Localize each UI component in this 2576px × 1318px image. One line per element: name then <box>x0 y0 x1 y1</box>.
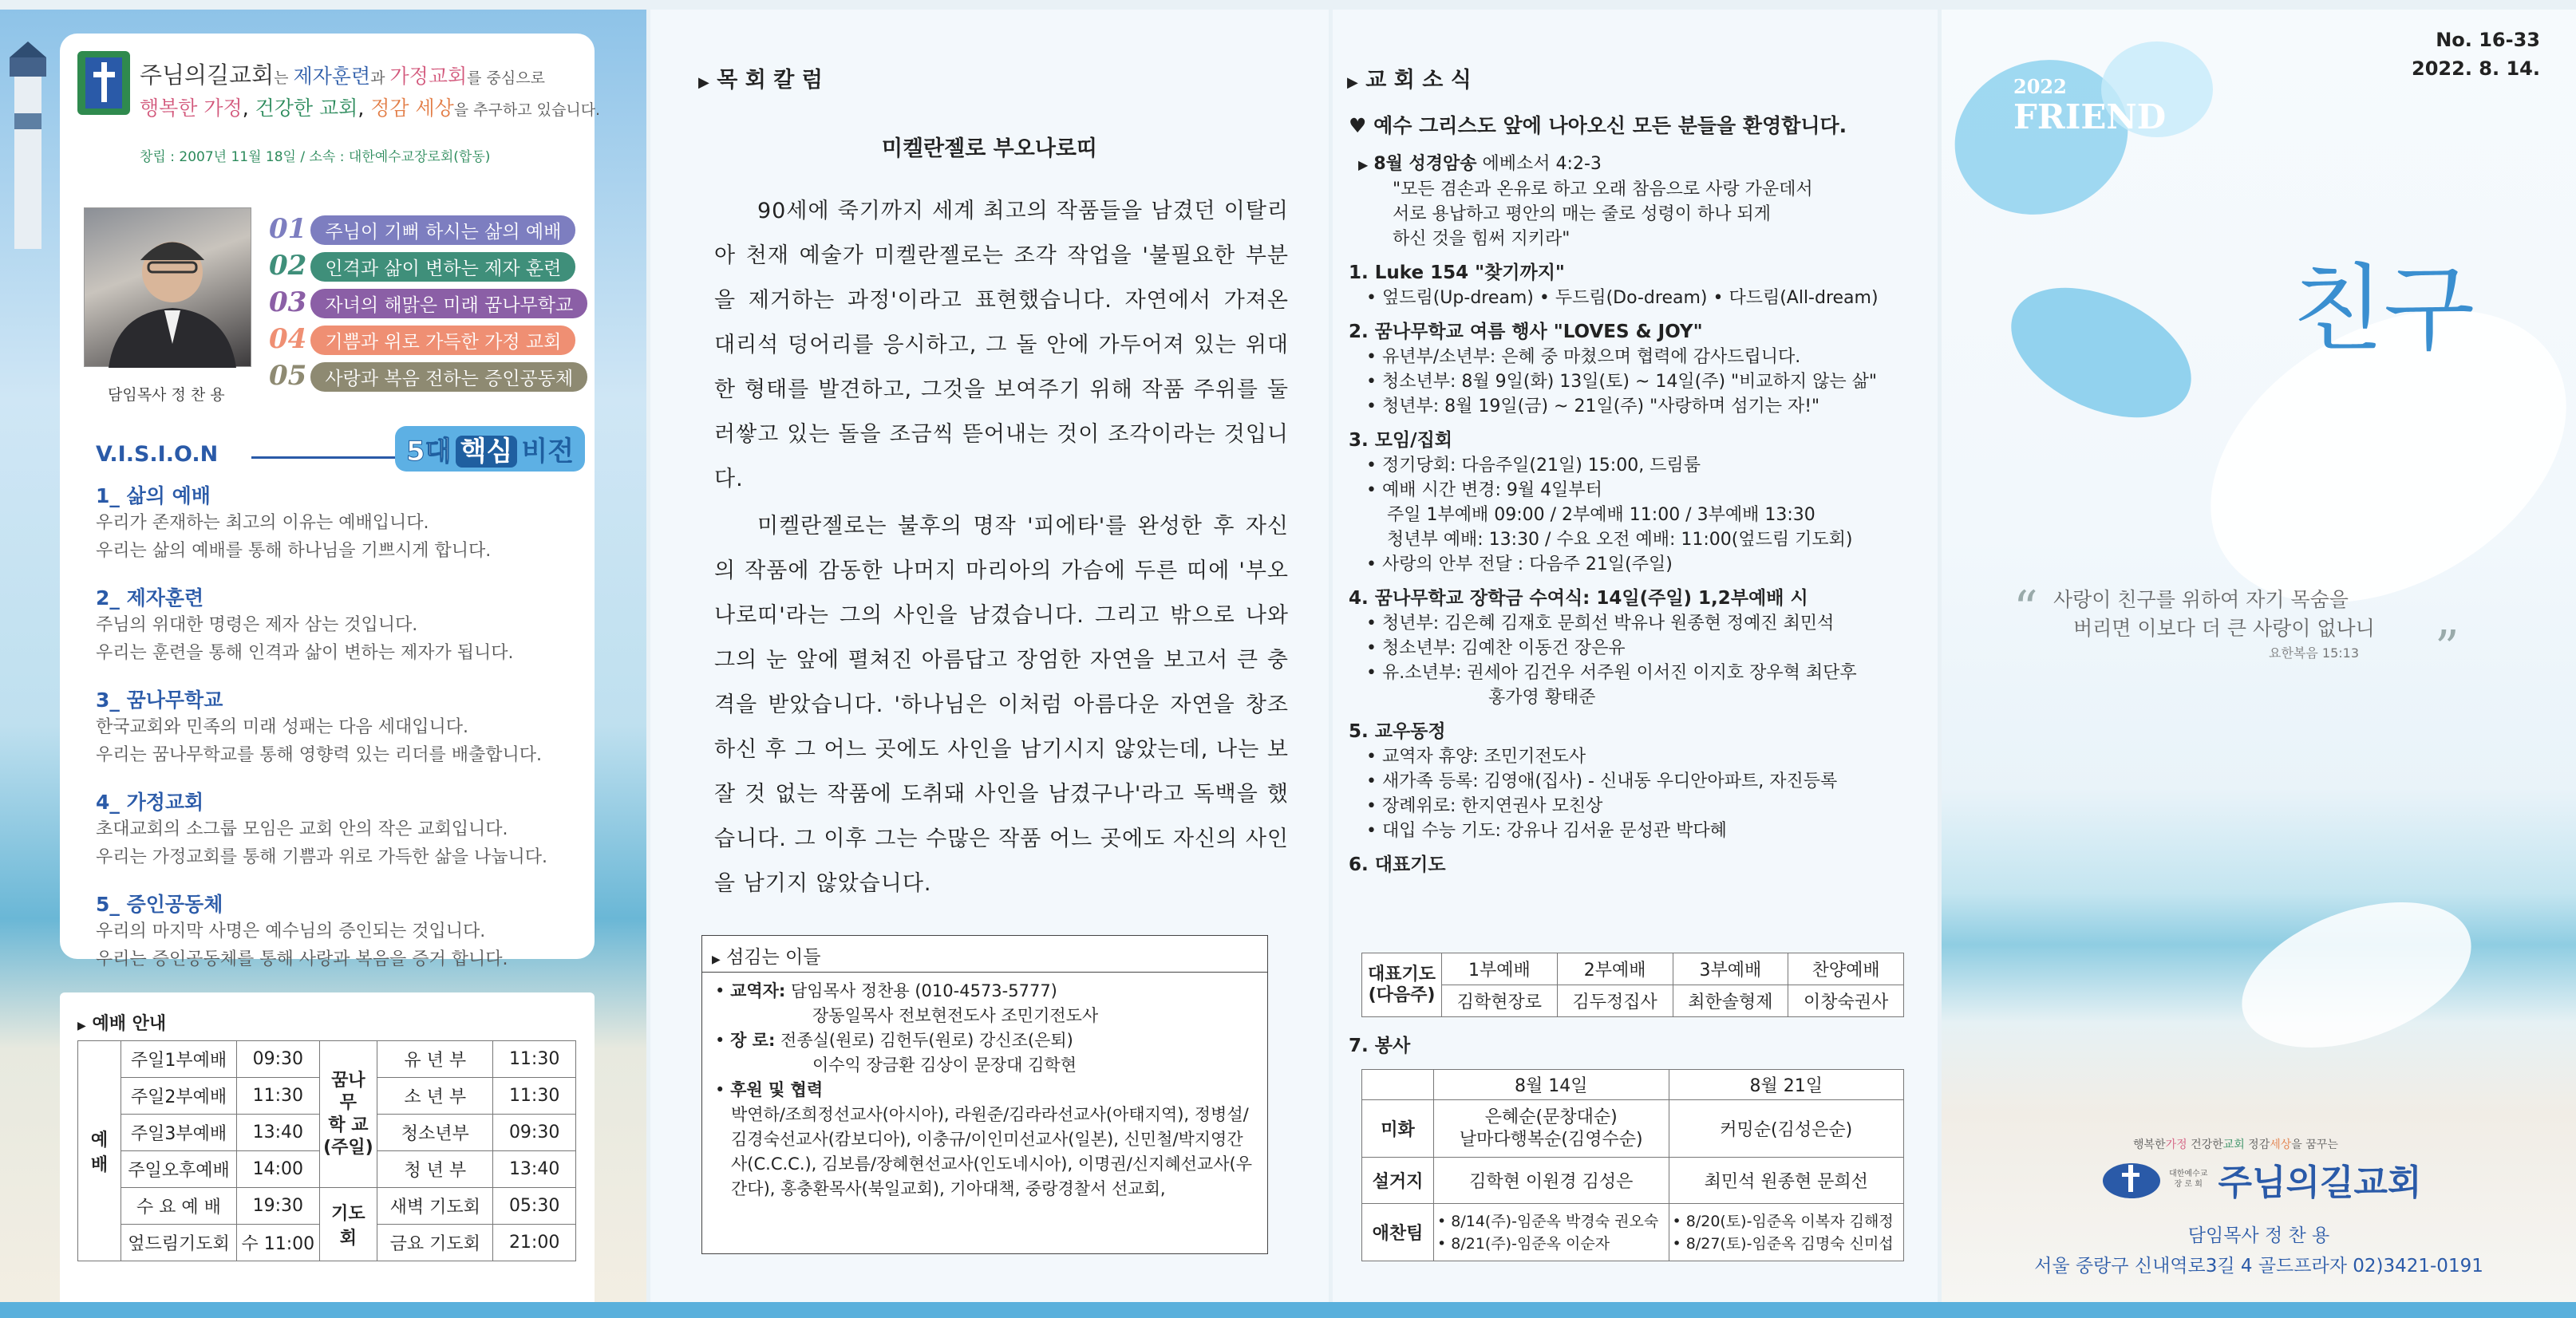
core-value-number: 03 <box>269 286 307 318</box>
logo-church-name: 주님의길교회 <box>2218 1162 2422 1203</box>
servants-value: 전종실(원로) 김헌두(원로) 강신조(은퇴) <box>780 1031 1073 1050</box>
quote-open-icon: “ <box>2013 581 2038 637</box>
bottom-stripe <box>0 1302 2576 1318</box>
news-section-label: 교 회 소 식 <box>1365 68 1472 93</box>
table-cell: 금요 기도회 <box>377 1225 493 1261</box>
cover-slogan <box>2133 1136 2338 1152</box>
table-row <box>1362 985 1904 1017</box>
vision-item <box>96 685 583 787</box>
servants-value: 장동일목사 전보현전도사 조민기전도사 <box>812 1006 1099 1025</box>
news-list-service <box>1349 1034 1931 1059</box>
servants-box <box>701 935 1268 1254</box>
column-paragraph: 90세에 죽기까지 세계 최고의 작품들을 남겼던 이탈리아 천재 예술가 미켈란젤로는 조각 작업을 '불필요한 부분을 제거하는 과정'이라고 표현했습니다. 자연에서 가져온 대리석 덩어리를 응시하고, 그 돌 안에 가두어져 있는 위대한 형태를 발견하고, 그것을 보여주기 위해 작품 주위를 둘러쌓고 있는 돌을 조금씩 뜯어내는 것이 조각이라는 것입니다. <box>714 199 1289 491</box>
news-item-text: • 청소년부: 김예찬 이동건 장은유 <box>1366 638 1626 658</box>
column-paragraph: 미켈란젤로는 불후의 명작 '피에타'를 완성한 후 자신의 작품에 감동한 나머지 마리아의 가슴에 두른 띠에 '부오나로띠'라는 그의 사인을 남겼습니다. 그리고 밖으로 나와 그의 눈 앞에 펼쳐진 아름답고 장엄한 자연을 보고서 큰 충격을 받았습니다. '하나님은 이처럼 아름다운 자연을 창조하신 후 그 어느 곳에도 사인을 남기시지 않았는데, 나는 보잘 것 없는 작품에 도취돼 사인을 남겼구나'라고 독백을 했습니다. 그 이후 그는 수많은 작품 어느 곳에도 자신의 사인을 남기지 않았습니다. <box>714 514 1289 896</box>
intro-text: , <box>358 97 371 120</box>
news-item-text: • 사랑의 안부 전달 : 다음주 21일(주일) <box>1366 554 1673 574</box>
arrow-right-icon: ▶ <box>712 953 721 966</box>
news-item-heading: 6. 대표기도 <box>1349 854 1446 875</box>
table-cell: 청소년부 <box>377 1115 493 1151</box>
intro-keyword: 가정교회 <box>389 65 468 88</box>
vision-item-text: 우리는 가정교회를 통해 기쁨과 위로 가득한 삶을 나눕니다. <box>96 847 547 867</box>
lighthouse-image <box>0 41 56 249</box>
table-cell: 수 요 예 배 <box>121 1188 236 1225</box>
servants-value: 이수익 장금환 김상이 문장대 김학현 <box>812 1056 1077 1075</box>
vision-item-text: 우리는 훈련을 통해 인격과 삶이 변하는 제자가 됩니다. <box>96 643 514 663</box>
news-item-heading: 4. 꿈나무학교 장학금 수여식: 14일(주일) 1,2부예배 시 <box>1349 588 1808 609</box>
logo-small-text: 대한예수교 <box>2169 1170 2208 1178</box>
column-title: 미켈란젤로 부오나로띠 <box>881 136 1098 161</box>
worship-title-text: 예배 안내 <box>92 1014 167 1034</box>
table-row <box>1362 1070 1904 1100</box>
vision-item-title: 2_ 제자훈련 <box>96 586 204 610</box>
pastor-photo <box>84 207 251 367</box>
news-item-text: • 청소년부: 8월 9일(화) 13일(토) ~ 14일(주) "비교하지 않는 삶" <box>1366 372 1878 392</box>
vision-item <box>96 889 583 991</box>
table-group-cell: 예 배 <box>78 1041 121 1261</box>
welcome-text: 예수 그리스도 앞에 나아오신 모든 분들을 환영합니다. <box>1373 114 1847 137</box>
vision-item-title: 4_ 가정교회 <box>96 791 204 814</box>
core-value-item <box>269 213 587 250</box>
vision-badge <box>395 426 585 472</box>
welcome-line <box>1349 110 1847 139</box>
servants-value: 박연하/조희정선교사(아시아), 라원준/김라라선교사(아태지역), 정병설/김경숙선교사(캄보디아), 이충규/이인미선교사(일본), 신민철/박지영간사(C.C.C.), 김보름/장혜현선교사(인도네시아), 이명권/신지혜선교사(우간다), 홍충환목사(북일교회), 기아대책, 중랑경찰서 선교회, <box>731 1105 1252 1198</box>
cover-panel <box>1942 10 2576 1308</box>
table-cell: 13:40 <box>237 1115 320 1151</box>
cover-title: 친구 <box>2293 254 2475 364</box>
news-item-text: • 장례위로: 한지연권사 모친상 <box>1366 796 1603 816</box>
worship-table <box>77 1040 576 1261</box>
news-item-heading: 1. Luke 154 "찾기까지" <box>1349 262 1565 283</box>
badge-text: 비전 <box>521 436 575 468</box>
slogan-text: 건강한 <box>2187 1138 2223 1151</box>
core-value-label: 기쁨과 위로 가득한 가정 교회 <box>310 326 575 355</box>
vision-item-text: 우리가 존재하는 최고의 이유는 예배입니다. <box>96 513 429 533</box>
servants-row: • 교역자: 담임목사 정찬용 (010-4573-5777) <box>715 981 1057 1000</box>
core-value-item <box>269 250 587 286</box>
slogan-text: 정감 <box>2244 1138 2270 1151</box>
core-values-list <box>269 213 587 397</box>
intro-text: 을 추구하고 있습니다. <box>453 101 601 119</box>
core-value-item <box>269 360 587 397</box>
table-column-header: 찬양예배 <box>1788 953 1904 985</box>
servants-row: • 장 로: 전종실(원로) 김헌두(원로) 강신조(은퇴) <box>715 1031 1073 1050</box>
table-column-header: 8월 14일 <box>1434 1070 1669 1100</box>
table-cell: 05:30 <box>493 1188 576 1225</box>
table-cell: 11:30 <box>237 1078 320 1115</box>
quote-reference: 요한복음 15:13 <box>2269 645 2360 661</box>
news-item-text: • 엎드림(Up-dream) • 두드림(Do-dream) • 다드림(All-dream) <box>1366 288 1879 308</box>
table-group-cell: 꿈나무 학 교 (주일) <box>319 1041 377 1188</box>
vision-list <box>96 480 583 991</box>
column-section-label: 목 회 칼 럼 <box>717 68 823 93</box>
table-cell: 주일1부예배 <box>121 1041 236 1078</box>
intro-keyword: 건강한 교회 <box>255 97 358 120</box>
vision-item-text: 우리는 증인공동체를 통해 사랑과 복음을 증거 합니다. <box>96 949 508 969</box>
news-item-text: • 유.소년부: 권세아 김건우 서주원 이서진 이지호 장우혁 최단후 <box>1366 663 1857 683</box>
slogan-text: 행복한 <box>2133 1138 2166 1151</box>
news-item-text: • 대입 수능 기도: 강유나 김서윤 문성관 박다혜 <box>1366 821 1727 841</box>
person-icon <box>85 208 252 368</box>
servants-body <box>702 973 1267 1208</box>
table-row <box>1362 953 1904 985</box>
intro-text: , <box>242 97 255 120</box>
table-cell: 청 년 부 <box>377 1151 493 1188</box>
pastor-caption: 담임목사 정 찬 용 <box>108 386 225 404</box>
news-item-text: • 교역자 휴양: 조민기전도사 <box>1366 747 1586 767</box>
table-column-header: 1부예배 <box>1442 953 1558 985</box>
news-item-text: 홍가영 황태준 <box>1488 688 1596 708</box>
quote-close-icon: ” <box>2435 621 2459 677</box>
cover-pastor: 담임목사 정 찬 용 <box>2187 1225 2330 1246</box>
intro-text: 과 <box>370 69 390 87</box>
table-cell: 주일오후예배 <box>121 1151 236 1188</box>
table-row-header: 미화 <box>1362 1100 1434 1158</box>
intro-text: 를 중심으로 <box>467 69 545 87</box>
heart-icon: ♥ <box>1349 114 1367 137</box>
logo-denomination <box>2169 1169 2207 1190</box>
church-logo-icon <box>77 51 130 115</box>
vision-item-title: 5_ 증인공동체 <box>96 893 223 916</box>
table-cell: 은혜순(문창대순) 날마다행복순(김영수순) <box>1434 1100 1669 1158</box>
vision-item-text: 우리는 삶의 예배를 통해 하나님을 기쁘시게 합니다. <box>96 541 492 561</box>
slogan-keyword: 교회 <box>2222 1138 2245 1151</box>
cover-address: 서울 중랑구 신내역로3길 4 골드프라자 02)3421-0191 <box>2034 1256 2483 1277</box>
core-value-number: 04 <box>269 323 307 355</box>
table-cell: 소 년 부 <box>377 1078 493 1115</box>
intro-keyword: 제자훈련 <box>293 65 371 88</box>
quote-text: 버리면 이보다 더 큰 사랑이 없나니 <box>2073 617 2375 640</box>
verse-ref: 에베소서 4:2-3 <box>1482 154 1602 174</box>
cover-friend-label: FRIEND <box>2013 97 2167 136</box>
issue-number: No. 16-33 <box>2436 29 2540 51</box>
vision-item-text: 우리는 꿈나무학교를 통해 영향력 있는 리더를 배출합니다. <box>96 745 543 765</box>
table-corner-cell <box>1362 1070 1434 1100</box>
worship-card <box>60 992 595 1308</box>
logo-small-text: 장 로 회 <box>2174 1180 2203 1189</box>
table-cell: 유 년 부 <box>377 1041 493 1078</box>
table-row <box>1362 1204 1904 1261</box>
core-value-item <box>269 286 587 323</box>
table-cell: 09:30 <box>237 1041 320 1078</box>
vision-item-title: 1_ 삶의 예배 <box>96 484 211 507</box>
news-item-heading: 3. 모임/집회 <box>1349 430 1453 451</box>
news-item-text: • 새가족 등록: 김영애(집사) - 신내동 우디안아파트, 자진등록 <box>1366 771 1838 791</box>
table-cell: 최한솔형제 <box>1673 985 1788 1017</box>
cover-quote <box>2013 581 2524 677</box>
prayer-table <box>1361 953 1904 1017</box>
cover-year: 2022 <box>2013 75 2067 98</box>
news-item-text: • 유년부/소년부: 은혜 중 마쳤으며 협력에 감사드립니다. <box>1366 347 1801 367</box>
vision-title: V.I.S.I.O.N <box>96 442 219 467</box>
vision-card <box>60 34 601 969</box>
news-item-text: • 정기당회: 다음주일(21일) 15:00, 드림룸 <box>1366 456 1701 476</box>
verse-text: 서로 용납하고 평안의 매는 줄로 성령이 하나 되게 <box>1393 204 1771 224</box>
servants-row: • 후원 및 협력 <box>715 1080 824 1099</box>
vision-item <box>96 480 583 582</box>
core-value-label: 자녀의 해맑은 미래 꿈나무학교 <box>310 289 587 318</box>
vision-panel <box>0 10 646 1308</box>
table-row-header: 대표기도 (다음주) <box>1362 953 1442 1017</box>
table-group-cell: 기도회 <box>319 1188 377 1261</box>
table-row <box>1362 1158 1904 1204</box>
table-row <box>78 1188 576 1225</box>
servants-key: 후원 및 협력 <box>730 1080 824 1099</box>
slogan-keyword: 세상 <box>2270 1138 2292 1151</box>
news-item-text: • 예배 시간 변경: 9월 4일부터 <box>1366 480 1602 500</box>
slogan-text: 을 꿈꾸는 <box>2291 1138 2338 1151</box>
table-cell: 김학현장로 <box>1442 985 1558 1017</box>
church-intro-line2 <box>140 93 600 121</box>
news-item-text: 청년부 예배: 13:30 / 수요 오전 예배: 11:00(엎드림 기도회) <box>1387 530 1853 550</box>
church-logo <box>2101 1154 2422 1205</box>
arrow-right-icon: ▶ <box>1347 74 1358 91</box>
founded-info: 창립 : 2007년 11월 18일 / 소속 : 대한예수교장로회(합동) <box>140 149 491 165</box>
church-emblem-icon <box>2101 1157 2162 1202</box>
table-row <box>1362 1100 1904 1158</box>
table-row-header: 설거지 <box>1362 1158 1434 1204</box>
worship-title <box>77 1010 166 1035</box>
verse-text: "모든 겸손과 온유로 하고 오래 참음으로 사랑 가운데서 <box>1393 180 1813 199</box>
table-cell: 김두정집사 <box>1557 985 1673 1017</box>
church-intro-line1 <box>140 57 545 90</box>
table-cell: 주일2부예배 <box>121 1078 236 1115</box>
news-item-heading: 2. 꿈나무학교 여름 행사 "LOVES & JOY" <box>1349 322 1703 342</box>
vision-item-text: 초대교회의 소그룹 모임은 교회 안의 작은 교회입니다. <box>96 819 508 839</box>
arrow-right-icon: ▶ <box>77 1020 86 1032</box>
vision-item-text: 한국교회와 민족의 미래 성패는 다음 세대입니다. <box>96 717 469 737</box>
news-item-heading: 5. 교우동정 <box>1349 721 1446 742</box>
column-section-title <box>698 62 823 93</box>
intro-keyword: 행복한 가정 <box>140 97 243 120</box>
servants-title <box>702 936 1267 973</box>
verse-header <box>1349 152 1931 177</box>
servants-value: 담임목사 정찬용 (010-4573-5777) <box>791 981 1057 1000</box>
badge-text: 5대 <box>406 436 452 468</box>
vision-item <box>96 582 583 685</box>
core-value-label: 인격과 삶이 변하는 제자 훈련 <box>310 252 575 282</box>
table-cell: 엎드림기도회 <box>121 1225 236 1261</box>
badge-text: 핵심 <box>456 436 518 468</box>
issue-date: 2022. 8. 14. <box>2412 57 2540 80</box>
news-item-heading: 7. 봉사 <box>1349 1036 1411 1056</box>
table-cell: 09:30 <box>493 1115 576 1151</box>
table-column-header: 2부예배 <box>1557 953 1673 985</box>
table-cell: 주일3부예배 <box>121 1115 236 1151</box>
vision-item-title: 3_ 꿈나무학교 <box>96 689 223 712</box>
table-cell: 새벽 기도회 <box>377 1188 493 1225</box>
verse-label: 8월 성경암송 <box>1373 154 1477 174</box>
core-value-item <box>269 323 587 360</box>
table-cell: 14:00 <box>237 1151 320 1188</box>
table-cell: 21:00 <box>493 1225 576 1261</box>
table-cell: 이창숙권사 <box>1788 985 1904 1017</box>
core-value-number: 05 <box>269 360 307 392</box>
service-table <box>1361 1069 1904 1261</box>
table-cell: 11:30 <box>493 1041 576 1078</box>
table-cell: 19:30 <box>237 1188 320 1225</box>
table-cell: 최민석 원종현 문희선 <box>1669 1158 1904 1204</box>
issue-info <box>2412 26 2540 83</box>
intro-keyword: 정감 세상 <box>370 97 454 120</box>
table-row-header: 애찬팀 <box>1362 1204 1434 1261</box>
news-section-title <box>1347 62 1472 93</box>
vision-item-text: 주님의 위대한 명령은 제자 삼는 것입니다. <box>96 615 418 635</box>
news-item-text: 주일 1부예배 09:00 / 2부예배 11:00 / 3부예배 13:30 <box>1387 505 1815 525</box>
news-list <box>1349 152 1931 878</box>
servants-key: 교역자: <box>730 981 786 1000</box>
core-value-label: 사랑과 복음 전하는 증인공동체 <box>310 362 587 392</box>
intro-text: 는 <box>274 69 294 87</box>
core-value-label: 주님이 기뻐 하시는 삶의 예배 <box>310 215 575 245</box>
table-cell: 커밍순(김성은순) <box>1669 1100 1904 1158</box>
table-cell: 11:30 <box>493 1078 576 1115</box>
core-value-number: 02 <box>269 250 307 282</box>
table-column-header: 3부예배 <box>1673 953 1788 985</box>
table-cell: 13:40 <box>493 1151 576 1188</box>
vision-item <box>96 787 583 889</box>
servants-key: 장 로: <box>730 1031 776 1050</box>
column-panel <box>650 10 1329 1308</box>
table-cell: 수 11:00 <box>237 1225 320 1261</box>
verse-text: 하신 것을 힘써 지키라" <box>1393 229 1570 249</box>
slogan-keyword: 가정 <box>2165 1138 2187 1151</box>
table-column-header: 8월 21일 <box>1669 1070 1904 1100</box>
core-value-number: 01 <box>269 213 307 245</box>
church-name: 주님의길교회 <box>140 61 275 89</box>
table-cell: • 8/14(주)-임준옥 박경숙 권오숙 • 8/21(주)-임준옥 이순자 <box>1434 1204 1669 1261</box>
table-cell: 김학현 이원경 김성은 <box>1434 1158 1669 1204</box>
news-item-text: • 청년부: 김은혜 김재호 문희선 박유나 원종현 정예진 최민석 <box>1366 614 1835 633</box>
table-cell: • 8/20(토)-임준옥 이복자 김해정 • 8/27(토)-임준옥 김명숙 신미섭 <box>1669 1204 1904 1261</box>
news-item-text: • 청년부: 8월 19일(금) ~ 21일(주) "사랑하며 섬기는 자!" <box>1366 397 1820 416</box>
vision-item-text: 우리의 마지막 사명은 예수님의 증인되는 것입니다. <box>96 921 486 941</box>
arrow-right-icon: ▶ <box>698 74 709 91</box>
quote-text: 사랑이 친구를 위하여 자기 목숨을 <box>2053 588 2349 611</box>
servants-title-text: 섬김는 이들 <box>726 947 821 968</box>
table-row <box>78 1041 576 1078</box>
arrow-right-icon: ▶ <box>1358 157 1369 172</box>
